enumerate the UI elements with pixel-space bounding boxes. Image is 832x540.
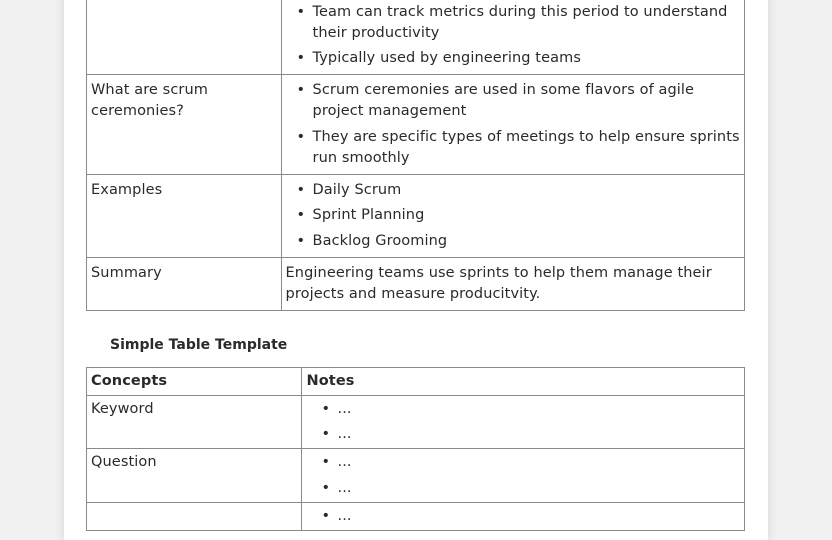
table-row xyxy=(87,0,745,75)
table-row xyxy=(87,174,745,257)
table-cell-notes[interactable] xyxy=(302,449,745,503)
section-title: Simple Table Template xyxy=(110,336,288,353)
table-cell-label[interactable]: Keyword xyxy=(87,395,302,449)
table-cell-notes[interactable] xyxy=(281,174,744,257)
bullet-item: • ... xyxy=(306,399,740,420)
bullet-list xyxy=(286,180,740,252)
bullet-list xyxy=(286,0,740,69)
bullet-item: • Typically used by engineering teams xyxy=(286,48,740,69)
bullet-item: • Team can track metrics during this period to understand their productivity xyxy=(286,2,740,44)
table-row xyxy=(87,449,745,503)
simple-table-template xyxy=(86,367,745,531)
sprint-concepts-table xyxy=(86,0,745,311)
table-cell-label[interactable] xyxy=(87,0,282,75)
bullet-list xyxy=(306,452,740,499)
table-cell-label[interactable]: Summary xyxy=(87,257,282,310)
column-header-concepts[interactable]: Concepts xyxy=(87,367,302,395)
table-row xyxy=(87,75,745,175)
table-cell-text[interactable]: Engineering teams use sprints to help them manage their projects and measure producitvity. xyxy=(281,257,744,310)
table-row xyxy=(87,257,745,310)
bullet-item: • Sprint Planning xyxy=(286,205,740,226)
table-cell-label[interactable]: Examples xyxy=(87,174,282,257)
table-header-row xyxy=(87,367,745,395)
document-content xyxy=(86,0,746,531)
table-cell-notes[interactable] xyxy=(302,502,745,530)
table-cell-notes[interactable] xyxy=(281,75,744,175)
table-cell-label[interactable]: Question xyxy=(87,449,302,503)
bullet-item: • Daily Scrum xyxy=(286,180,740,201)
table-cell-label[interactable] xyxy=(87,502,302,530)
bullet-item: • ... xyxy=(306,452,740,473)
bullet-item: • ... xyxy=(306,506,740,527)
bullet-list xyxy=(306,506,740,527)
document-page xyxy=(64,0,768,540)
bullet-item: • ... xyxy=(306,424,740,445)
column-header-notes[interactable]: Notes xyxy=(302,367,745,395)
table-cell-notes[interactable] xyxy=(281,0,744,75)
table-cell-notes[interactable] xyxy=(302,395,745,449)
bullet-item: • Scrum ceremonies are used in some flavors of agile project management xyxy=(286,80,740,122)
bullet-item: • They are specific types of meetings to help ensure sprints run smoothly xyxy=(286,127,740,169)
table-row xyxy=(87,395,745,449)
table-cell-label[interactable]: What are scrum ceremonies? xyxy=(87,75,282,175)
table-row xyxy=(87,502,745,530)
bullet-list xyxy=(306,399,740,446)
bullet-list xyxy=(286,80,740,169)
bullet-item: • Backlog Grooming xyxy=(286,231,740,252)
bullet-item: • ... xyxy=(306,478,740,499)
